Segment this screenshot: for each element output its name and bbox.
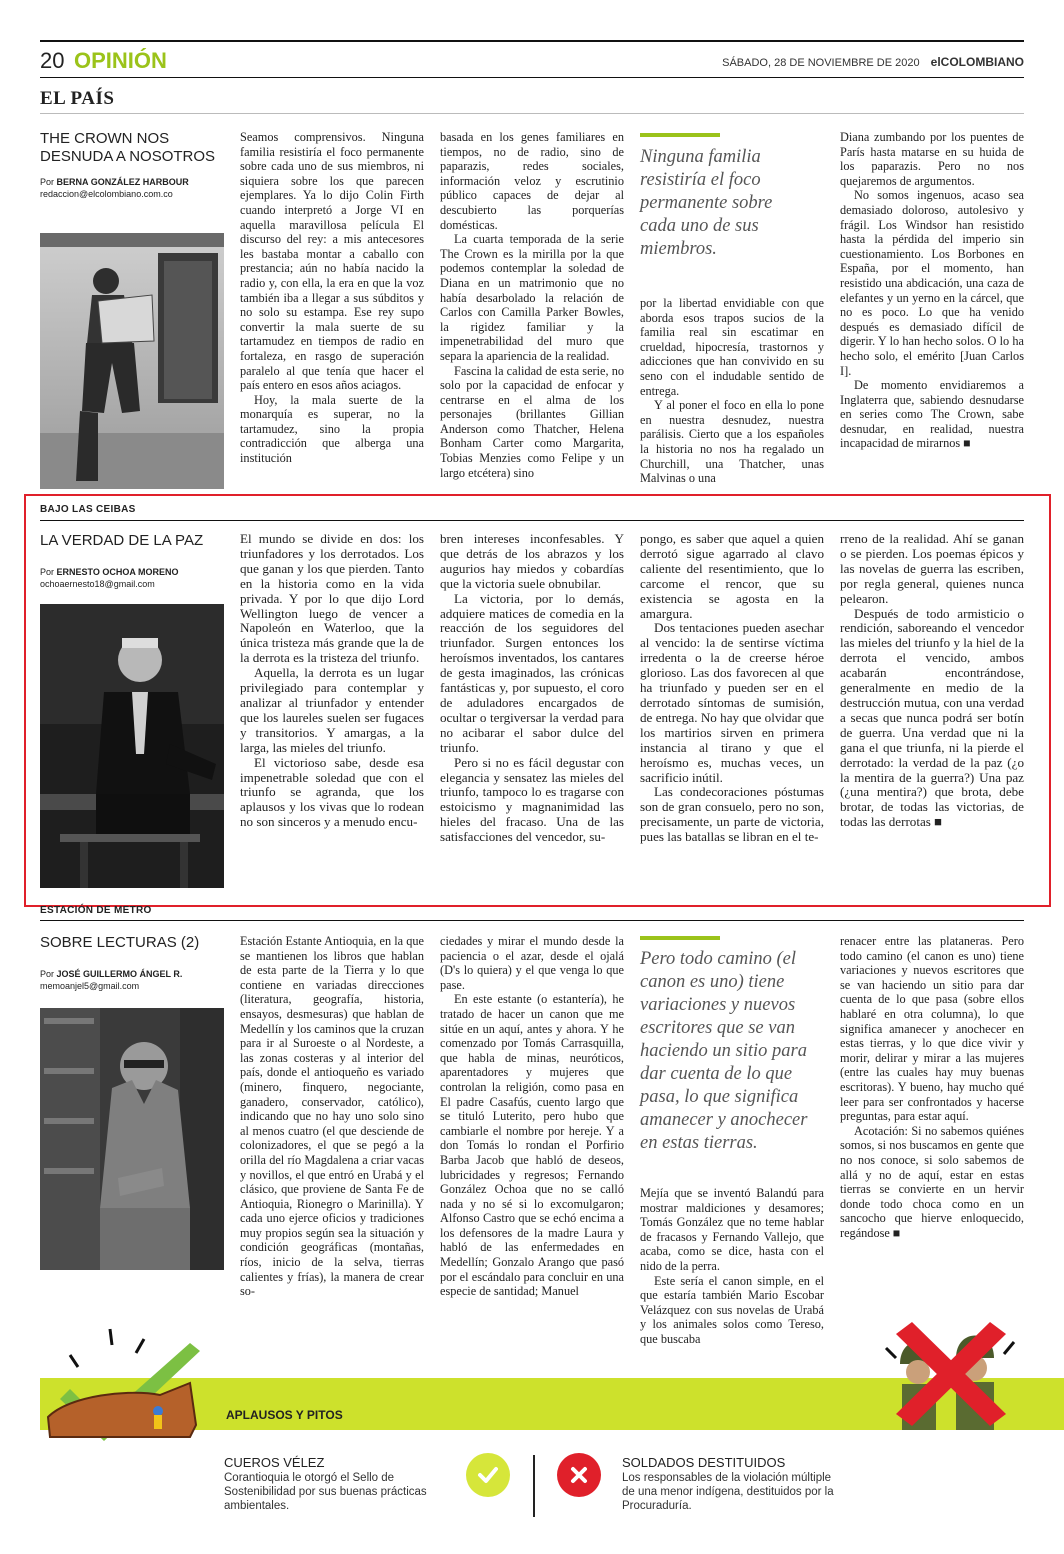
article2-column-2: bren intereses inconfesables. Y que detrás de los abrazos y los augurios hay miedos y cobardías que la victoria suele obnubilar. La victoria, por lo demás, adquiere matices de comedia en la reacción de los seguidores del triunfador. Surgen entonces los heroísmos inventados, los cantares de gesta imaginados, las crónicas fantásticas y, por supuesto, el coro de aduladores encargados de ocultar o tergiversar la verdad para no acibarar el sabor dulce del triunfo. Pero si no es fácil degustar con elegancia y sensatez las mieles del triunfo, tampoco lo es tragarse con estoicismo y magnanimidad las hieles del fracaso. Una de las satisfacciones del vencedor, su- <box>440 531 624 845</box>
article3-pullquote-bar <box>640 936 720 940</box>
aplausos-title: APLAUSOS Y PITOS <box>226 1408 343 1422</box>
brand-logo: elCOLOMBIANO <box>930 55 1024 69</box>
article1-column-4: Diana zumbando por los puentes de París hasta matarse en su huida de los paparazis. Pero no nos quejaremos de argumentos. No somos ingenuos, acaso sea demasiado doloroso, autolesivo y frágil. Los Windsor han resistido hasta la pérdida del imperio sin cuestionamiento. Los Borbones en España, por el momento, han resistido una abdicación, una caza de elefantes y un yerno en la cárcel, que no es poco. Lo que ha venido después es demasiado difícil de digerir. Y lo han hecho solos. O lo ha hecho solo, el emérito [Juan Carlos I]. De momento envidiaremos a Inglaterra que, sabiendo desnudarse en series como The Crown, sabe desnudar, en realidad, nuestra incapacidad de mirarnos ■ <box>840 130 1024 451</box>
article2-email: ochoaernesto18@gmail.com <box>40 579 155 589</box>
article3-email: memoanjel5@gmail.com <box>40 981 140 991</box>
article2-column-1: El mundo se divide en dos: los triunfadores y los derrotados. Los que ganan y los que pierden. Tanto en la historia como en la vida privada. Y por lo que dijo Lord Wellington luego de vencer a Napoleón en Waterloo, que la única tristeza más grande que la de la derrota es la tristeza del triunfo. Aquella, la derrota es un lugar privilegiado para contemplar y analizar al triunfador y entender que los laureles suelen ser fugaces y transitorios. Y amargas, a la larga, las mieles del triunfo. El victorioso sabe, desde esa impenetrable soledad que con el triunfo se agranda, que los aplausos y los vivas que lo rodean no son sinceros y a menudo encu- <box>240 531 424 830</box>
article1-column-2: basada en los genes familiares en tiempos, no de radio, sino de paparazis, redes sociales, información veloz y escrutinio público capaces de dejar al descubierto las porquerías domésticas. La cuarta temporada de la serie The Crown es la mirilla por la que podemos contemplar la soledad de Diana en un matrimonio que no había desarbolado la relación de Carlos con Camilla Parker Bowles, la rigidez familiar y la impenetrabilidad del muro que separa la apariencia de la realidad. Fascina la calidad de esta serie, no solo por la capacidad de enfocar y centrarse en el alma de los personajes (brillantes Gillian Anderson como Thatcher, Helena Bonham Carter como Margarita, Tobias Menzies como Felipe y un largo etcétera) sino <box>440 130 624 480</box>
article2-rule <box>40 520 1024 521</box>
article3-column-2: ciedades y mirar el mundo desde la paciencia o el azar, desde el ojalá (D's lo quiera) y el que venga lo que pase. En este estante (o estantería), he tratado de hacer un canon que me sitúe en un aquí, antes y ahora. Y he comenzado por Tomás Carrasquilla, que habla de minas, neuróticos, aparentadores y mujeres que controlan la religión, como pasa en El padre Casafús, cuento largo que se tituló Luterito, pero hubo que cambiarle el nombre por hereje. Y a don Tomás lo rondan el Porfirio Barba Jacob que habló de deseos, lubricidades y regresos; Fernando González Ochoa que no se calló nada y no sé si lo excomulgaron; Alfonso Castro que se echó encima a los defensores de la madre Laura y habló de las enfermedades en Medellín; Gonzalo Arango que pasó por el escándalo para concluir en una especie de santidad; Manuel <box>440 934 624 1299</box>
article3-kicker: ESTACIÓN DE METRO <box>40 905 152 916</box>
article1-pullquote: Ninguna familia resistiría el foco permanente sobre cada uno de sus miembros. <box>640 147 773 259</box>
article1-email: redaccion@elcolombiano.com.co <box>40 189 173 199</box>
article2-column-3: pongo, es saber que aquel a quien derrotó sigue agarrado al clavo caliente del resentimiento, que lo carcome el rencor, que su existencia se agosta en la amargura. Dos tentaciones pueden asechar al vencido: la de sentirse víctima irredenta o la de creerse héroe glorioso. Las dos favorecen al que ha triunfado y pueden ser en el derrotado síntomas de sumisión, de entrega. No hay que olvidar que los martirios sirven en primera instancia al tirano y que el heroísmo es, muchas veces, un sacrificio inútil. Las condecoraciones póstumas son de gran consuelo, pero no son, precisamente, un parte de victoria, pues las batallas se libran en el te- <box>640 531 824 845</box>
close-icon <box>557 1453 601 1497</box>
date: SÁBADO, 28 DE NOVIEMBRE DE 2020 <box>722 57 920 69</box>
article1-headline: THE CROWN NOS DESNUDA A NOSOTROS <box>40 130 216 165</box>
soldiers-cross-illustration <box>866 1314 1026 1430</box>
article3-headline: SOBRE LECTURAS (2) <box>40 934 200 951</box>
article3-photo <box>40 1008 224 1270</box>
source-rule <box>40 113 1024 114</box>
dateline <box>722 55 1024 69</box>
pito-text: Los responsables de la violación múltiple de una menor indígena, destituidos por la Procuraduría. <box>622 1472 834 1512</box>
source-logo: EL PAÍS <box>40 88 115 109</box>
article3-pullquote: Pero todo camino (el canon es uno) tiene variaciones y nuevos escritores que se van haciendo un sitio para dar cuenta de lo que pasa, lo que significa amanecer y anochecer en estas tierras. <box>640 949 808 1153</box>
article2-headline: LA VERDAD DE LA PAZ <box>40 532 204 549</box>
pito-title: SOLDADOS DESTITUIDOS <box>622 1455 786 1470</box>
section-title: OPINIÓN <box>74 48 167 73</box>
article3-rule <box>40 920 1024 921</box>
article2-photo <box>40 604 224 888</box>
page-number: 20 <box>40 48 65 73</box>
article1-column-3: por la libertad envidiable con que aborda esos trapos sucios de la familia real sin escatimar en crueldad, hipocresía, trastornos y adicciones que han convivido en su seno con el indudable sentido de entrega. Y al poner el foco en ella lo pone en nuestra desnudez, nuestra parálisis. Cierto que a los españoles la historia no nos ha regalado un Churchill, una Thatcher, unas Malvinas o una <box>640 296 824 486</box>
article2-byline: Por ERNESTO OCHOA MORENO ochoaernesto18@gmail.com <box>40 567 179 589</box>
check-icon <box>466 1453 510 1497</box>
article3-column-1: Estación Estante Antioquia, en la que se mantienen los libros que hablan de esta parte de la Tierra y lo que contiene en variadas direcciones (literatura, geografía, historia, ensayos, desmesuras) que hablan de Medellín y los caminos que la cruzan para ir al Suroeste o al Nordeste, a las zonas costeras y al interior del país, donde el antioqueño es variado (minero, finquero, negociante, ganadero, conservador, católico), indicando que no hay uno solo sino al menos cuatro (el que desciende de colonizadores, el que se pegó a la orilla del río Magdalena a criar vacas y novillos, el que entró en Urabá y el clásico, que proviene de Santa Fe de Antioquia, Rionegro o Marinilla). Y cada uno ejerce oficios y tradiciones muy propios según sea la situación y condición geográficas (montañas, ríos, inicio de la selva, tierras calientes y frías), la manera de crear so- <box>240 934 424 1299</box>
top-rule <box>40 40 1024 42</box>
aplauso-title: CUEROS VÉLEZ <box>224 1455 325 1470</box>
article1-byline: Por BERNA GONZÁLEZ HARBOUR redaccion@elcolombiano.com.co <box>40 177 189 199</box>
aplauso-text: Corantioquia le otorgó el Sello de Sostenibilidad por sus buenas prácticas ambientales. <box>224 1472 427 1512</box>
article2-kicker: BAJO LAS CEIBAS <box>40 504 136 515</box>
article2-column-4: rreno de la realidad. Ahí se ganan o se pierden. Los poemas épicos y las novelas de guerra las escriben, por regla general, quienes nunca pelearon. Después de todo armisticio o rendición, saboreando el vencedor las mieles del triunfo y la hiel de la derrota el vencido, ambos acabarán encontrándose, generalmente en medio de la destrucción mutua, con una verdad a secas que nunca podrá ser botín de guerra. Una verdad que ni la gana el que triunfa, ni la pierde el derrotado: la verdad de la paz (¿o la mentira de la guerra?) Una paz (¿una mentira?) que brota, debe brotar, de todas las victorias, de todas las derrotas ■ <box>840 531 1024 830</box>
article3-column-3: Mejía que se inventó Balandú para mostrar maldiciones y desamores; Tomás González que no teme hablar de fracasos y Fernando Vallejo, que acaba, como se dice, hasta con el nido de la perra. Este sería el canon simple, en el que estaría también Mario Escobar Velázquez con sus novelas de Urabá y los animales solos como Tereso, que buscaba <box>640 1186 824 1346</box>
article3-byline: Por JOSÉ GUILLERMO ÁNGEL R. memoanjel5@gmail.com <box>40 969 183 991</box>
aplausos-divider <box>533 1455 535 1517</box>
article1-column-1: Seamos comprensivos. Ninguna familia resistiría el foco permanente sobre cada uno de sus miembros, ni siquiera sobre los que parecen ejemplares. Ya lo dijo Colin Firth cuando interpretó a Jorge VI en aquella maravillosa película El discurso del rey: a mis antecesores les bastaba montar a caballo con prestancia; aún no había nacido la radio y, con ella, la era en que la voz también iba a llegar a sus súbditos y no solo su estampa. Ese rey supo convertir la mala suerte de su tartamudez en tiempos de radio en fortaleza, en rasgo de superación paralelo al que tenía que hacer el país entero en esos años aciagos. Hoy, la mala suerte de la monarquía es superar, no la tartamudez, sino la propia contradicción que alberga una institución <box>240 130 424 466</box>
shoe-check-illustration <box>40 1325 220 1445</box>
header-rule <box>40 77 1024 78</box>
article3-column-4: renacer entre las plataneras. Pero todo camino (el canon es uno) tiene variaciones y nuevos escritores que se van haciendo un sitio para dar cuenta de lo que pasa (sobre ellos hablaré en otra columna), lo que significa amanecer y anochecer en estas tierras, y lo que dice vivir y morir, delirar y mirar a las mujeres (entre las cuales hay muy buenas escritoras). Y bueno, hay mucho qué leer para ser confrontados y hacerse preguntas, para estar aquí. Acotación: Si no sabemos quiénes somos, si nos buscamos en gente que no nos conoce, si solo sabemos de allá y no de aquí, estar en estas tierras se convierte en un hervir donde todo choca como en un sancocho que hierve enloquecido, regándose ■ <box>840 934 1024 1240</box>
article1-pullquote-bar <box>640 133 720 137</box>
article1-photo <box>40 233 224 489</box>
